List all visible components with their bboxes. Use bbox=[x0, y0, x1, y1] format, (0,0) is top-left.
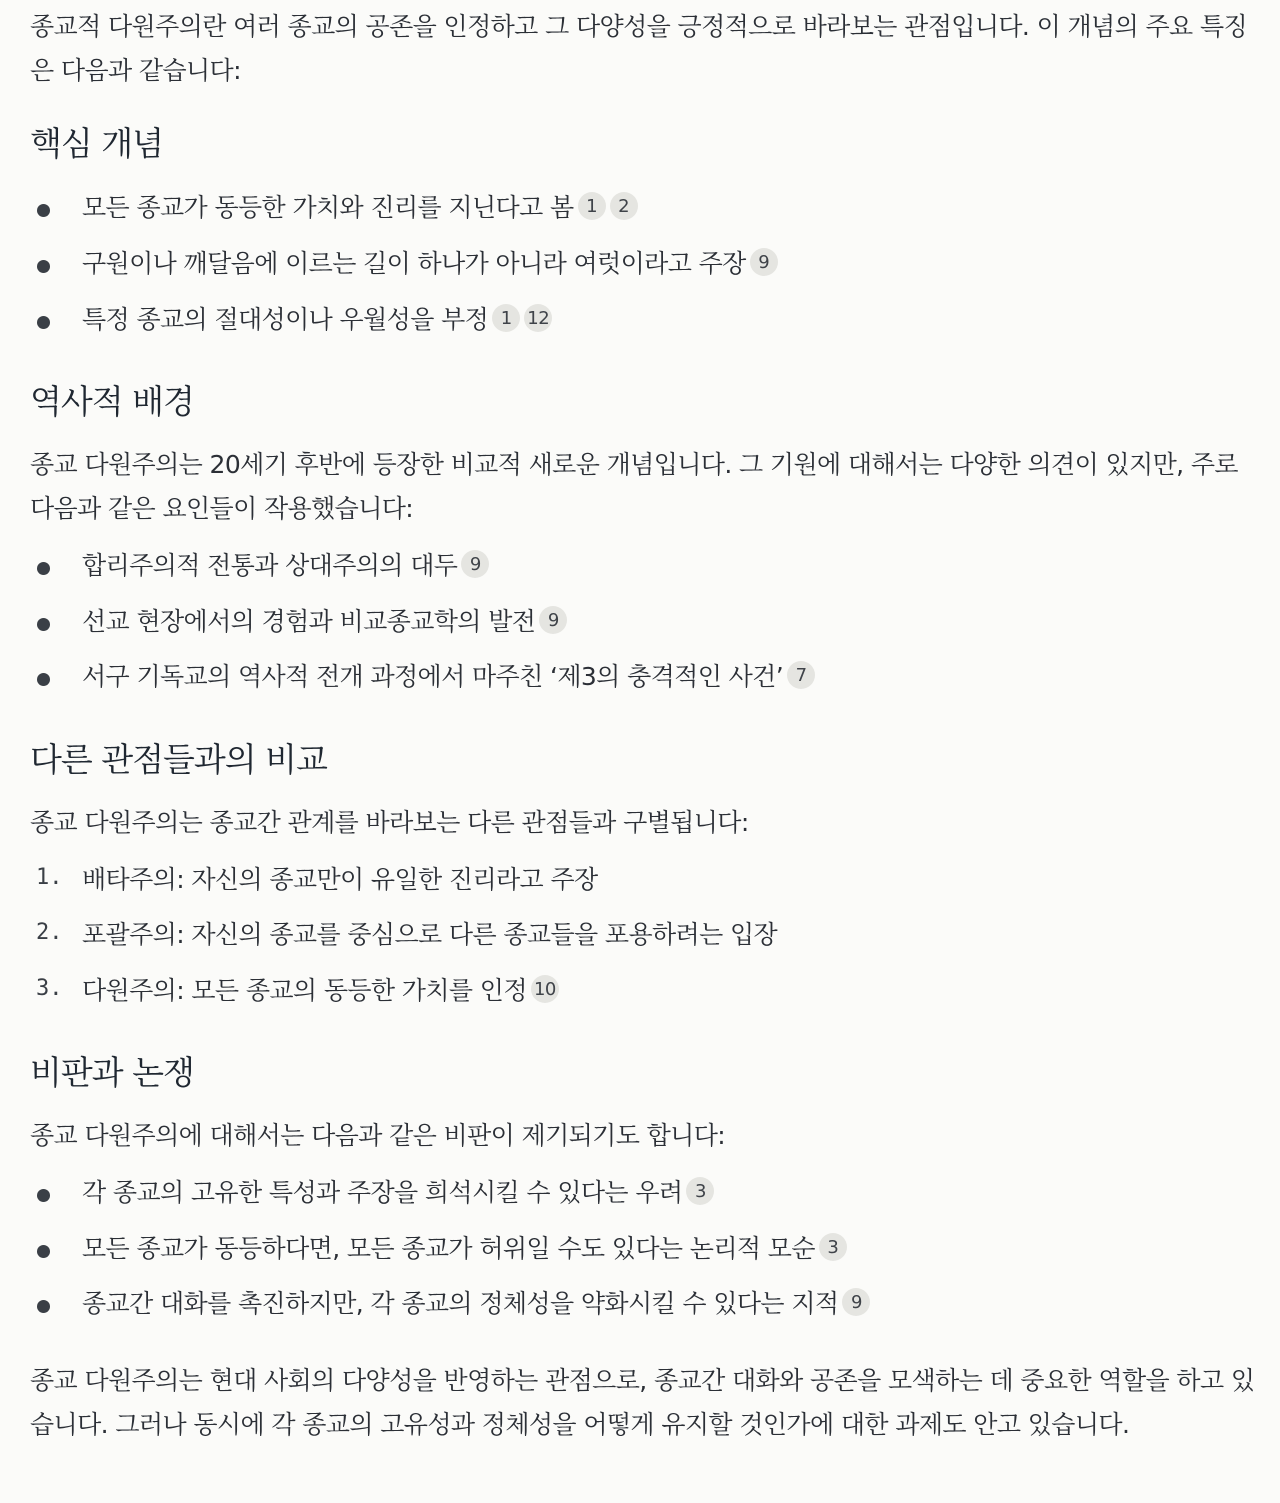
bullet-icon bbox=[37, 673, 50, 686]
bullet-icon bbox=[37, 204, 50, 217]
citation-badge[interactable]: 9 bbox=[539, 606, 567, 634]
section-intro-paragraph: 종교 다원주의에 대해서는 다음과 같은 비판이 제기되기도 합니다: bbox=[30, 1121, 726, 1150]
citation-badge[interactable]: 2 bbox=[610, 192, 638, 220]
list-item-text: 구원이나 깨달음에 이르는 길이 하나가 아니라 여럿이라고 주장 bbox=[82, 249, 746, 278]
citation-badge[interactable]: 1 bbox=[578, 192, 606, 220]
citation-badge[interactable]: 9 bbox=[842, 1288, 870, 1316]
list-item-text: 종교간 대화를 촉진하지만, 각 종교의 정체성을 약화시킬 수 있다는 지적 bbox=[82, 1289, 839, 1318]
bullet-icon bbox=[37, 1245, 50, 1258]
bullet-icon bbox=[37, 618, 50, 631]
list-number: 2. bbox=[36, 920, 63, 945]
citation-badge[interactable]: 7 bbox=[787, 661, 815, 689]
conclusion-paragraph: 종교 다원주의는 현대 사회의 다양성을 반영하는 관점으로, 종교간 대화와 공존을 모색하는 데 중요한 역할을 하고 있습니다. 그러나 동시에 각 종교의 고유성과 정체성을 어떻게 유지할 것인가에 대한 과제도 안고 있습니다. bbox=[30, 1366, 1255, 1439]
bullet-icon bbox=[37, 1189, 50, 1202]
citation-badge[interactable]: 3 bbox=[819, 1233, 847, 1261]
section-heading-criticism: 비판과 논쟁 bbox=[30, 1053, 194, 1092]
bullet-icon bbox=[37, 1300, 50, 1313]
list-item-text: 특정 종교의 절대성이나 우월성을 부정 bbox=[82, 305, 489, 334]
list-item-text: 모든 종교가 동등한 가치와 진리를 지닌다고 봄 bbox=[82, 193, 574, 222]
citation-badge[interactable]: 9 bbox=[461, 550, 489, 578]
list-item-text: 서구 기독교의 역사적 전개 과정에서 마주친 ‘제3의 충격적인 사건’ bbox=[82, 662, 784, 691]
intro-paragraph: 종교적 다원주의란 여러 종교의 공존을 인정하고 그 다양성을 긍정적으로 바라보는 관점입니다. 이 개념의 주요 특징은 다음과 같습니다: bbox=[30, 12, 1248, 85]
bullet-icon bbox=[37, 316, 50, 329]
list-item-text: 합리주의적 전통과 상대주의의 대두 bbox=[82, 551, 458, 580]
list-item-text: 선교 현장에서의 경험과 비교종교학의 발전 bbox=[82, 607, 536, 636]
list-item-text: 배타주의: 자신의 종교만이 유일한 진리라고 주장 bbox=[82, 865, 598, 894]
section-intro-paragraph: 종교 다원주의는 종교간 관계를 바라보는 다른 관점들과 구별됩니다: bbox=[30, 808, 749, 837]
list-item-text: 모든 종교가 동등하다면, 모든 종교가 허위일 수도 있다는 논리적 모순 bbox=[82, 1234, 815, 1263]
citation-badge[interactable]: 10 bbox=[531, 975, 559, 1003]
citation-badge[interactable]: 3 bbox=[686, 1177, 714, 1205]
section-heading-core-concepts: 핵심 개념 bbox=[30, 124, 164, 163]
bullet-icon bbox=[37, 260, 50, 273]
list-number: 1. bbox=[36, 865, 63, 890]
citation-badge[interactable]: 1 bbox=[492, 304, 520, 332]
section-intro-paragraph: 종교 다원주의는 20세기 후반에 등장한 비교적 새로운 개념입니다. 그 기원에 대해서는 다양한 의견이 있지만, 주로 다음과 같은 요인들이 작용했습니다: bbox=[30, 450, 1238, 523]
section-heading-comparison: 다른 관점들과의 비교 bbox=[30, 740, 327, 779]
list-number: 3. bbox=[36, 976, 63, 1001]
citation-badge[interactable]: 9 bbox=[750, 248, 778, 276]
list-item-text: 다원주의: 모든 종교의 동등한 가치를 인정 bbox=[82, 976, 527, 1005]
section-heading-historical-background: 역사적 배경 bbox=[30, 382, 194, 421]
list-item-text: 각 종교의 고유한 특성과 주장을 희석시킬 수 있다는 우려 bbox=[82, 1178, 683, 1207]
citation-badge[interactable]: 12 bbox=[524, 304, 552, 332]
bullet-icon bbox=[37, 562, 50, 575]
list-item-text: 포괄주의: 자신의 종교를 중심으로 다른 종교들을 포용하려는 입장 bbox=[82, 920, 778, 949]
